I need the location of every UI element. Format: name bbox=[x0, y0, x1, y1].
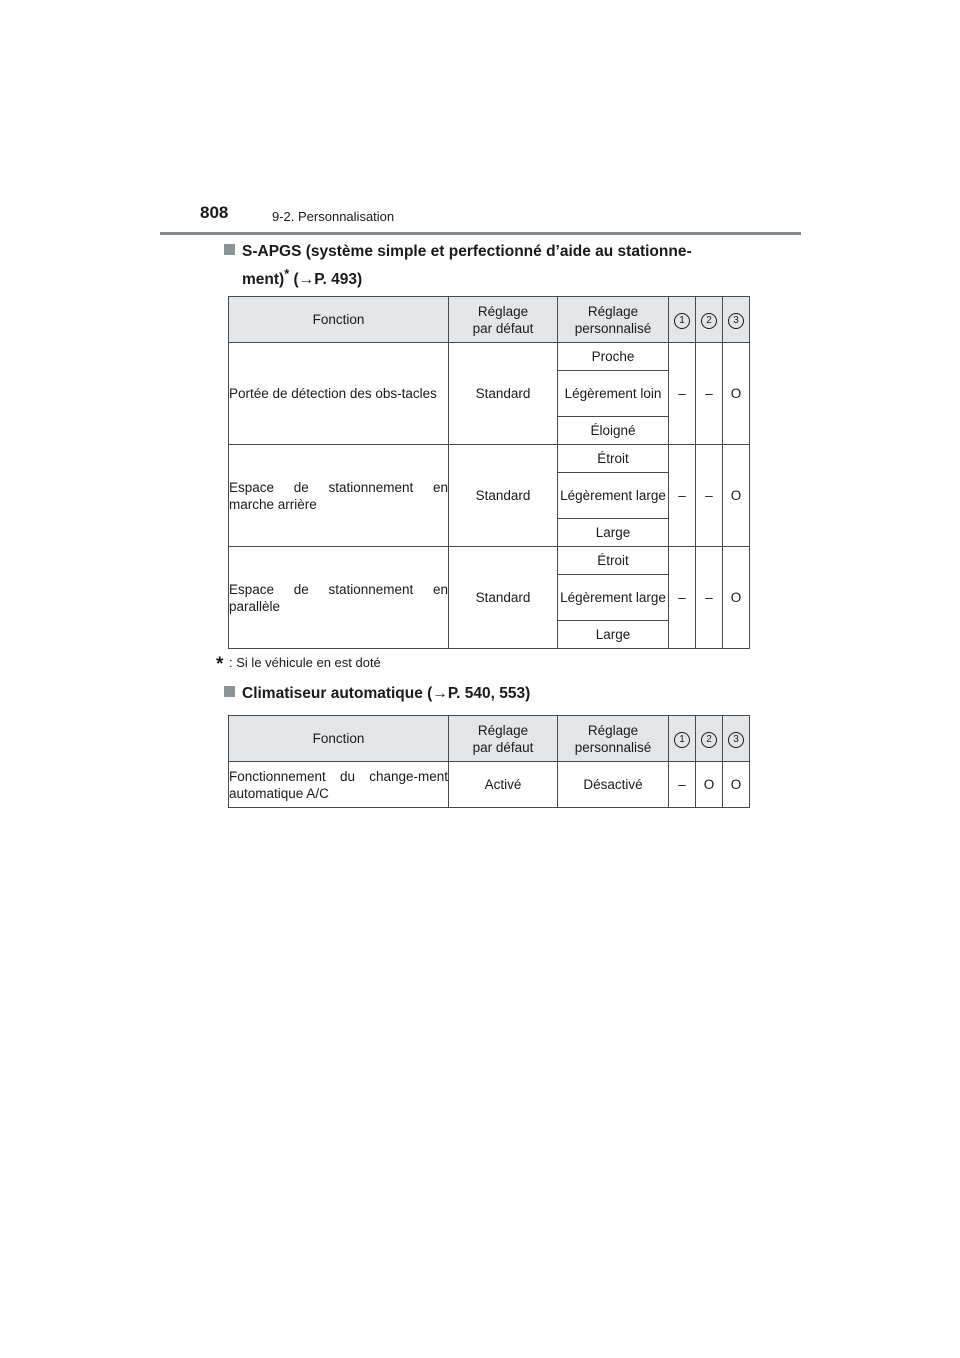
square-bullet-icon bbox=[224, 244, 235, 255]
table-header-row bbox=[229, 297, 750, 343]
circled-3-icon: 3 bbox=[728, 313, 744, 329]
heading-line2: ment) bbox=[242, 271, 285, 289]
header-function: Fonction bbox=[229, 297, 449, 343]
row-default: Activé bbox=[449, 762, 558, 808]
circled-1-icon: 1 bbox=[674, 732, 690, 748]
row-col3: O bbox=[723, 445, 750, 547]
circled-2-icon: 2 bbox=[701, 732, 717, 748]
row-col1: – bbox=[669, 762, 696, 808]
row-col2: – bbox=[696, 547, 723, 649]
row-option: Légèrement large bbox=[558, 473, 669, 519]
header-custom bbox=[558, 716, 669, 762]
row-col2: – bbox=[696, 445, 723, 547]
heading-climate-text[interactable]: Climatiseur automatique (→P. 540, 553) bbox=[242, 685, 531, 702]
sapgs-table bbox=[228, 296, 750, 649]
header-1 bbox=[669, 297, 696, 343]
row-default: Standard bbox=[449, 547, 558, 649]
footnote-star: * bbox=[216, 654, 224, 675]
footnote-star: * bbox=[284, 266, 290, 281]
row-function: Espace de stationnement en parallèle bbox=[229, 547, 449, 649]
header-2 bbox=[696, 716, 723, 762]
header-function: Fonction bbox=[229, 716, 449, 762]
section-heading-climate bbox=[224, 683, 530, 705]
header-default-l2: par défaut bbox=[472, 739, 534, 755]
row-default: Standard bbox=[449, 343, 558, 445]
header-default-l2: par défaut bbox=[472, 320, 534, 336]
footnote bbox=[216, 654, 381, 676]
row-function: Fonctionnement du change-ment automatique A/C bbox=[229, 762, 449, 808]
row-col2: – bbox=[696, 343, 723, 445]
header-2 bbox=[696, 297, 723, 343]
header-default-l1: Réglage bbox=[477, 722, 529, 738]
row-col2: O bbox=[696, 762, 723, 808]
row-option: Étroit bbox=[558, 445, 669, 473]
footnote-text: : Si le véhicule en est doté bbox=[229, 655, 381, 670]
climate-table bbox=[228, 715, 750, 808]
row-function: Espace de stationnement en marche arrière bbox=[229, 445, 449, 547]
circled-3-icon: 3 bbox=[728, 732, 744, 748]
row-custom: Désactivé bbox=[558, 762, 669, 808]
header-custom bbox=[558, 297, 669, 343]
section-heading-sapgs bbox=[224, 241, 748, 291]
row-option: Légèrement loin bbox=[558, 371, 669, 417]
heading-line1: S-APGS (système simple et perfectionné d’aide au stationne- bbox=[242, 243, 692, 260]
row-option: Large bbox=[558, 621, 669, 649]
table-row bbox=[229, 445, 750, 473]
row-col3: O bbox=[723, 547, 750, 649]
row-col1: – bbox=[669, 343, 696, 445]
table-row bbox=[229, 343, 750, 371]
row-default: Standard bbox=[449, 445, 558, 547]
header-default bbox=[449, 297, 558, 343]
heading-line2-wrap bbox=[224, 263, 748, 291]
header-3 bbox=[723, 297, 750, 343]
circled-2-icon: 2 bbox=[701, 313, 717, 329]
header-custom-l1: Réglage bbox=[587, 722, 639, 738]
row-option: Large bbox=[558, 519, 669, 547]
row-option: Proche bbox=[558, 343, 669, 371]
header-1 bbox=[669, 716, 696, 762]
page-number: 808 bbox=[200, 203, 229, 222]
table-row bbox=[229, 547, 750, 575]
table-header-row bbox=[229, 716, 750, 762]
header-3 bbox=[723, 716, 750, 762]
header-custom-l1: Réglage bbox=[587, 303, 639, 319]
header-rule bbox=[160, 232, 801, 235]
row-col3: O bbox=[723, 762, 750, 808]
section-label: 9-2. Personnalisation bbox=[272, 209, 395, 224]
square-bullet-icon bbox=[224, 686, 235, 697]
row-option: Légèrement large bbox=[558, 575, 669, 621]
header-custom-l2: personnalisé bbox=[574, 739, 652, 755]
row-option: Étroit bbox=[558, 547, 669, 575]
circled-1-icon: 1 bbox=[674, 313, 690, 329]
row-option: Éloigné bbox=[558, 417, 669, 445]
header-default bbox=[449, 716, 558, 762]
row-col1: – bbox=[669, 547, 696, 649]
header-custom-l2: personnalisé bbox=[574, 320, 652, 336]
table-row bbox=[229, 762, 750, 808]
row-col1: – bbox=[669, 445, 696, 547]
row-function: Portée de détection des obs-tacles bbox=[229, 343, 449, 445]
row-col3: O bbox=[723, 343, 750, 445]
page-ref-link[interactable]: (→P. 493) bbox=[293, 271, 363, 289]
header-default-l1: Réglage bbox=[477, 303, 529, 319]
